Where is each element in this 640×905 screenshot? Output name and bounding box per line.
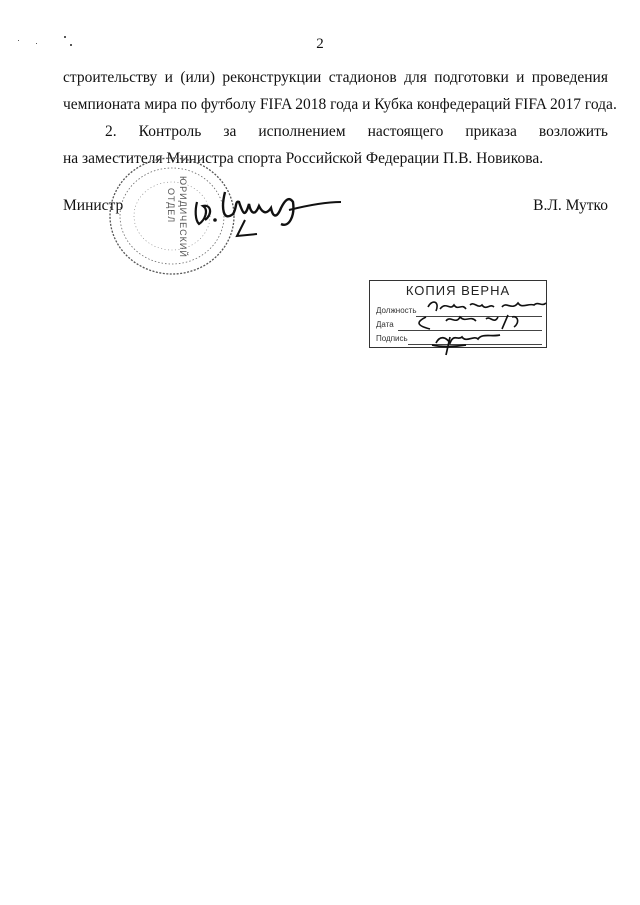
paragraph-1-word: строительству bbox=[63, 69, 158, 86]
paragraph-1-word: подготовки bbox=[434, 69, 509, 86]
paragraph-1-line-1 bbox=[63, 64, 608, 91]
paragraph-1 bbox=[63, 64, 617, 118]
paragraph-2-word: 2. bbox=[105, 123, 117, 140]
stamp-position-label: Должность bbox=[376, 306, 417, 315]
paragraph-1-line-2: чемпионата мира по футболу FIFA 2018 года и Кубка конфедераций FIFA 2017 года. bbox=[63, 96, 617, 113]
minister-title: Министр bbox=[63, 197, 124, 214]
paragraph-1-word: стадионов bbox=[328, 69, 397, 86]
svg-text:ОТДЕЛ: ОТДЕЛ bbox=[166, 188, 176, 224]
paragraph-2-word: исполнением bbox=[258, 123, 346, 140]
paragraph-2-word: возложить bbox=[538, 123, 608, 140]
paragraph-2-word: за bbox=[223, 123, 237, 140]
paragraph-1-word: для bbox=[404, 69, 427, 86]
paragraph-2-word: настоящего bbox=[367, 123, 444, 140]
paragraph-1-word: (или) bbox=[180, 69, 215, 86]
stamp-handwriting bbox=[370, 281, 548, 361]
copy-verified-stamp bbox=[369, 280, 547, 348]
minister-signature bbox=[185, 180, 345, 240]
paragraph-1-word: и bbox=[164, 69, 173, 86]
paragraph-1-word: проведения bbox=[531, 69, 608, 86]
stamp-signature-label: Подпись bbox=[376, 334, 408, 343]
paragraph-2-line-1 bbox=[63, 118, 608, 145]
paragraph-1-word: и bbox=[516, 69, 525, 86]
stamp-title: КОПИЯ ВЕРНА bbox=[405, 283, 511, 298]
stamp-date-label: Дата bbox=[376, 320, 394, 329]
paragraph-2-word: Контроль bbox=[138, 123, 202, 140]
page-number: 2 bbox=[316, 36, 324, 52]
minister-name: В.Л. Мутко bbox=[533, 197, 608, 214]
svg-text:ЮРИДИЧЕСКИЙ: ЮРИДИЧЕСКИЙ bbox=[178, 176, 188, 258]
paragraph-2-word: приказа bbox=[465, 123, 517, 140]
paragraph-1-word: реконструкции bbox=[222, 69, 322, 86]
paragraph-2-line-2: на заместителя Министра спорта Российской Федерации П.В. Новикова. bbox=[63, 150, 544, 167]
